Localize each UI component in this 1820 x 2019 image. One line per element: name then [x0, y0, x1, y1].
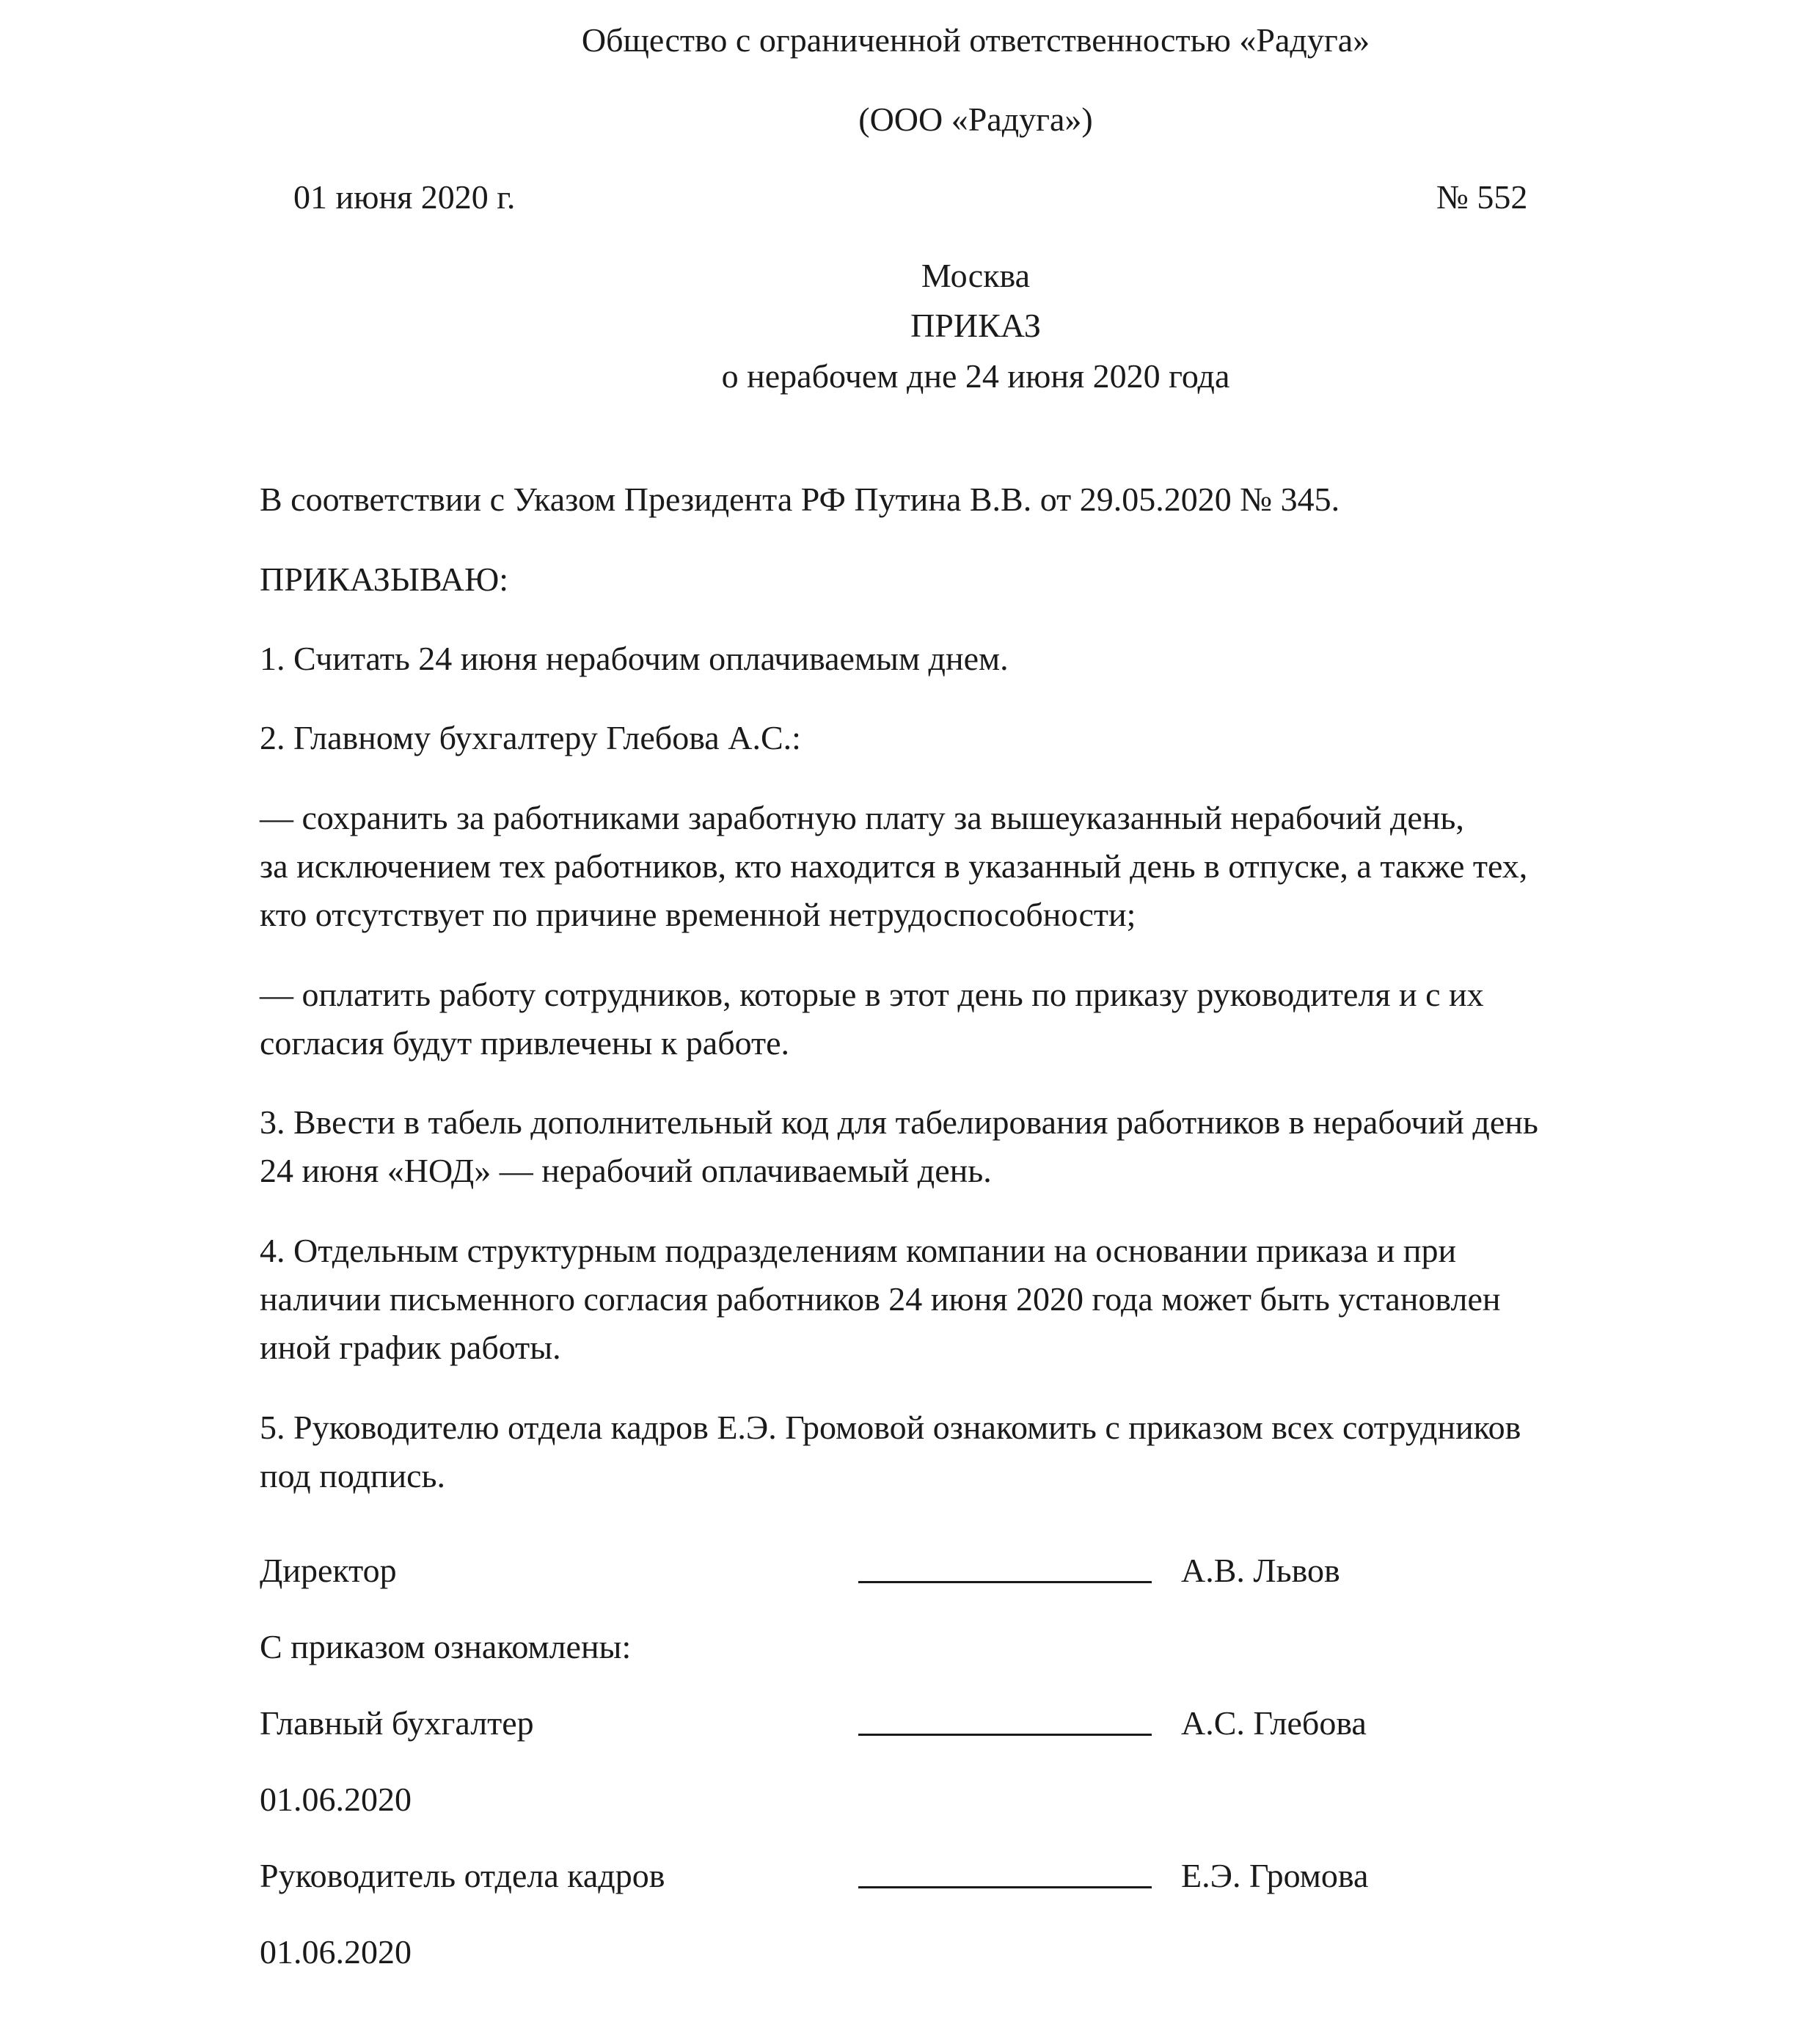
order-item-5-line2: под подпись.	[260, 1457, 446, 1494]
order-word: ПРИКАЗЫВАЮ:	[260, 561, 509, 598]
basis-text: В соответствии с Указом Президента РФ Путина В.В. от 29.05.2020 № 345.	[260, 481, 1340, 518]
hr-name: Е.Э. Громова	[1181, 1857, 1369, 1894]
accountant-name: А.С. Глебова	[1181, 1704, 1367, 1742]
order-item-4-line2: наличии письменного согласия работников 24 июня 2020 года может быть установлен	[260, 1280, 1501, 1318]
director-signature-line	[858, 1581, 1152, 1583]
order-item-5-line1: 5. Руководителю отдела кадров Е.Э. Громовой ознакомить с приказом всех сотрудников	[260, 1409, 1521, 1446]
order-item-2-sub1-line3: кто отсутствует по причине временной нетрудоспособности;	[260, 896, 1136, 933]
director-title: Директор	[260, 1552, 397, 1589]
order-item-2-sub1-line1: — сохранить за работниками заработную плату за вышеуказанный нерабочий день,	[260, 799, 1464, 836]
document-subject: о нерабочем дне 24 июня 2020 года	[721, 357, 1230, 395]
hr-signature-line	[858, 1886, 1152, 1888]
order-item-4-line3: иной график работы.	[260, 1329, 561, 1366]
city: Москва	[921, 257, 1031, 294]
order-item-2-sub2-line2: согласия будут привлечены к работе.	[260, 1024, 790, 1062]
document-number: № 552	[1436, 178, 1528, 216]
organization-short-name: (ООО «Радуга»)	[858, 101, 1093, 138]
accountant-date: 01.06.2020	[260, 1781, 412, 1818]
order-item-2-sub2-line1: — оплатить работу сотрудников, которые в этот день по приказу руководителя и с их	[260, 976, 1484, 1013]
acquainted-label: С приказом ознакомлены:	[260, 1628, 632, 1665]
order-item-1: 1. Считать 24 июня нерабочим оплачиваемым днем.	[260, 640, 1009, 677]
hr-title: Руководитель отдела кадров	[260, 1857, 665, 1894]
organization-full-name: Общество с ограниченной ответственностью «Радуга»	[581, 21, 1370, 59]
document-date: 01 июня 2020 г.	[293, 178, 516, 216]
order-item-3-line2: 24 июня «НОД» — нерабочий оплачиваемый день.	[260, 1152, 992, 1189]
hr-date: 01.06.2020	[260, 1933, 412, 1971]
accountant-signature-line	[858, 1734, 1152, 1736]
document-type: ПРИКАЗ	[910, 307, 1041, 344]
director-name: А.В. Львов	[1181, 1552, 1340, 1589]
order-item-2-sub1-line2: за исключением тех работников, кто находится в указанный день в отпуске, а также тех,	[260, 847, 1528, 885]
order-item-3-line1: 3. Ввести в табель дополнительный код для табелирования работников в нерабочий день	[260, 1103, 1538, 1141]
order-item-2: 2. Главному бухгалтеру Глебова А.С.:	[260, 719, 801, 756]
accountant-title: Главный бухгалтер	[260, 1704, 534, 1742]
order-item-4-line1: 4. Отдельным структурным подразделениям компании на основании приказа и при	[260, 1232, 1457, 1269]
